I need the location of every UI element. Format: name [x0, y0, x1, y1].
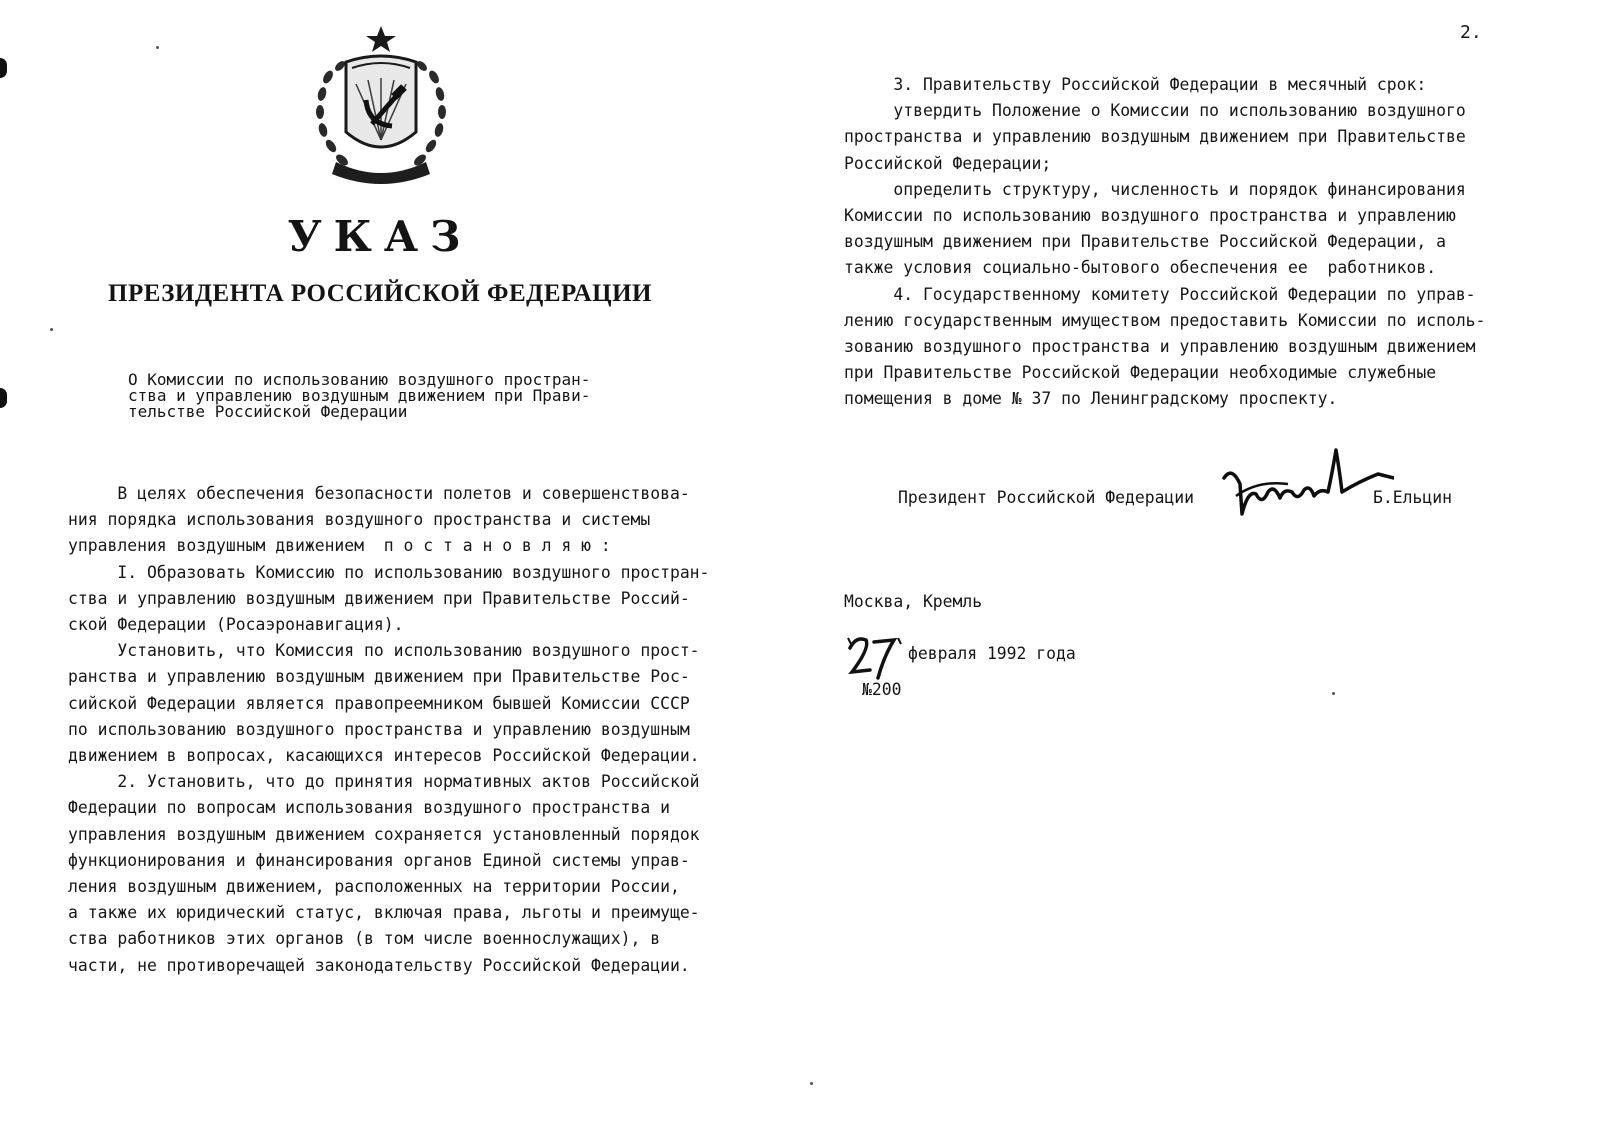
date-month-year: февраля 1992 года — [908, 644, 1076, 663]
scan-speck — [810, 1082, 813, 1085]
decree-body-right: 3. Правительству Российской Федерации в месячный срок: утвердить Положение о Комиссии по использованию воздушного пространства и управлению воздушным движением при Правительстве Российской Федерации; определить структуру, численность и порядок финансирования Комиссии по использованию воздушного пространства и управлению воздушным движением при Правительстве Российской Федерации, а также условия социально-бытового обеспечения ее работников. 4. Государственному комитету Российской Федерации по управ- лению государственным имуществом предоставить Комиссии по исполь- зованию воздушного пространства и управлению воздушным движением при Правительстве Российской Федерации необходимые служебные помещения в доме № 37 по Ленинградскому проспекту. — [844, 75, 1486, 409]
handwritten-signature — [1218, 444, 1394, 528]
right-page — [820, 0, 1600, 1121]
scan-speck — [156, 46, 159, 49]
page-number: 2. — [1460, 22, 1482, 43]
binder-hole-mark — [0, 388, 7, 408]
scan-speck — [50, 328, 53, 331]
handwritten-date-day — [844, 630, 906, 682]
scan-speck — [1332, 692, 1335, 695]
decree-subtitle: ПРЕЗИДЕНТА РОССИЙСКОЙ ФЕДЕРАЦИИ — [108, 280, 652, 307]
decree-number: №200 — [862, 680, 902, 699]
signature-label: Президент Российской Федерации — [898, 488, 1195, 507]
rsfsr-emblem — [306, 22, 456, 192]
binder-hole-mark — [0, 58, 7, 78]
signing-date — [844, 630, 1244, 690]
decree-subject: О Комиссии по использованию воздушного простран- ства и управлению воздушным движением при Прави- тельстве Российской Федерации — [128, 370, 591, 421]
decree-body-left: В целях обеспечения безопасности полетов и совершенствова- ния порядка использования воздушного пространства и системы управления воздушным движением п о с т а н о в л я ю : I. Образовать Комиссию по использованию воздушного простран- ства и управлению воздушным движением при Правительстве Россий- ской Федерации (Росаэронавигация). Установить, что Комиссия по использованию воздушного прост- ранства и управлению воздушным движением при Правительстве Рос- сийской Федерации является правопреемником бывшей Комиссии СССР по использованию воздушного пространства и управлению воздушным движением в вопросах, касающихся интересов Российской Федерации. 2. Установить, что до принятия нормативных актов Российской Федерации по вопросам использования воздушного пространства и управления воздушным движением сохраняется установленный порядок функционирования и финансирования органов Единой системы управ- ления воздушным движением, расположенных на территории России, а также их юридический статус, включая права, льготы и преимуще- ства работников этих органов (в том числе военнослужащих), в части, не противоречащей законодательству Российской Федерации. — [68, 484, 710, 975]
decree-title: УКАЗ — [287, 212, 473, 261]
signatory-name: Б.Ельцин — [1373, 488, 1452, 507]
signing-place: Москва, Кремль — [844, 592, 983, 611]
